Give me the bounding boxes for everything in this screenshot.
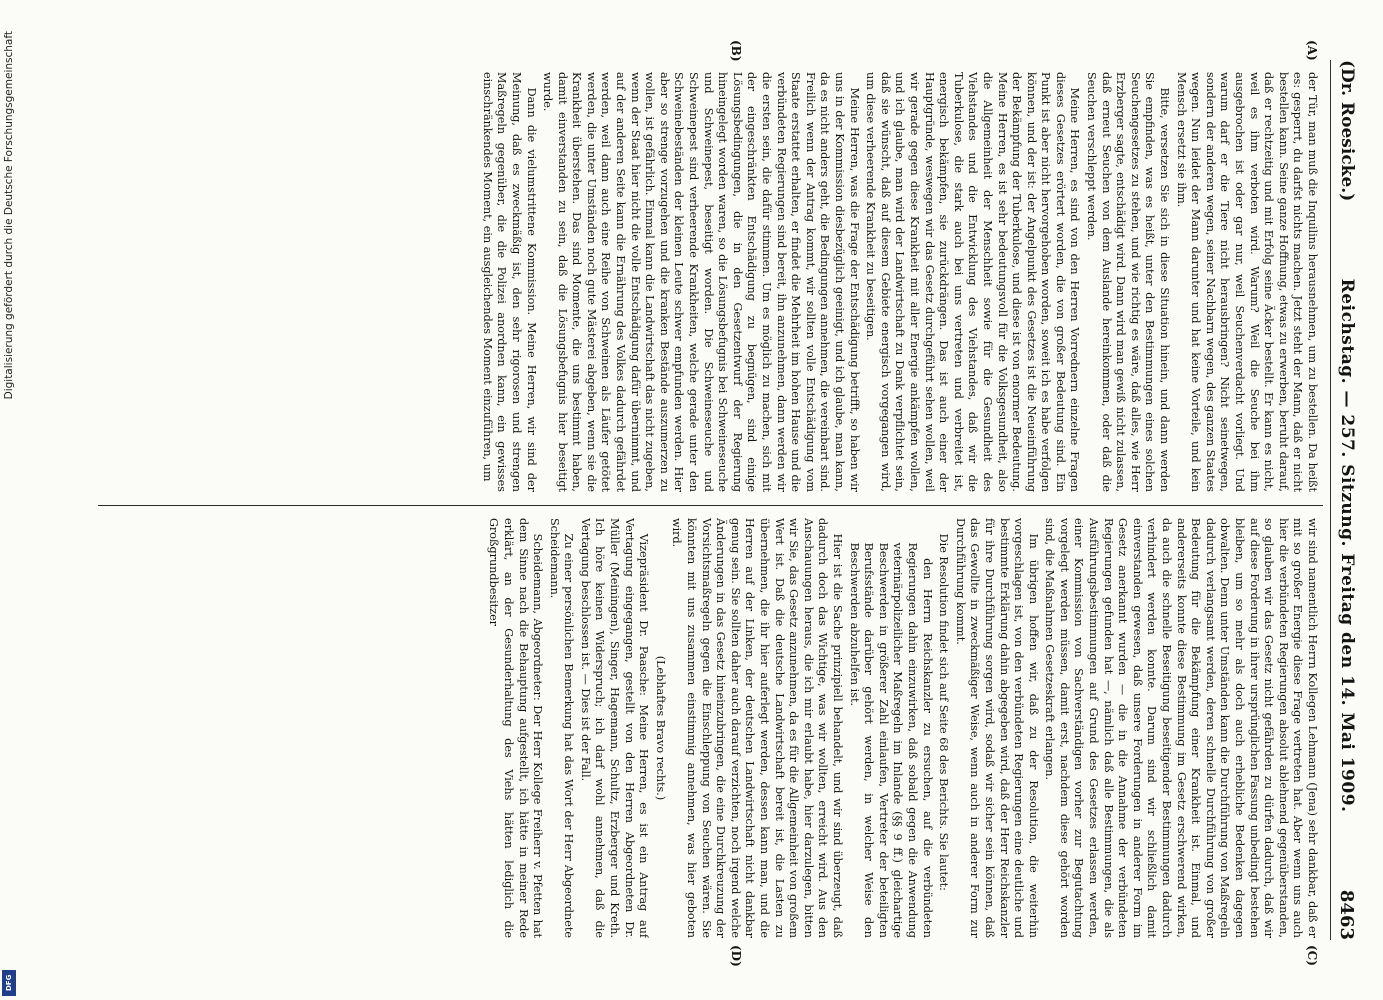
paragraph: Im übrigen hoffen wir, daß zu der Resolution, die weiterhin vorgeschlagen ist, von den verbündeten Regierungen eine deutliche und bestimmte Erklärung dahin abgegeben wird, daß der Herr Reichskanzler für ihre Durchführung sorgen wird, sodaß wir sicher sein können, daß das Gewollte in zweckmäßiger Weise, wenn auch in anderer Form zur Durchführung kommt. — [953, 518, 1040, 938]
right-text-column — [119, 518, 1319, 938]
margin-mark-d: (D) — [729, 945, 743, 967]
paragraph: Die Resolution findet sich auf Seite 68 des Berichts. Sie lautet: — [937, 533, 951, 891]
dfg-logo: DFG — [2, 970, 16, 996]
paragraph: Bitte, versetzen Sie sich in diese Situation hinein, und dann werden Sie empfinden, was es heißt, unter den Bestimmungen eines solchen Seuchengesetzes zu stehen, und wie richtig es wäre, daß alles, wie Herr Erzberger sagte, entschädigt wird. Dann wird man gewiß nicht zulassen, daß erneut Seuchen von dem Auslande hereinkommen, oder daß die Seuchen verschleppt werden. — [1085, 72, 1172, 492]
page-header — [1330, 60, 1363, 940]
paragraph: Zu einer persönlichen Bemerkung hat das Wort der Herr Abgeordnete Scheidemann. — [547, 518, 576, 938]
watermark-text: Digitalisierung gefördert durch die Deutsche Forschungsgemeinschaft — [3, 31, 15, 400]
paragraph: Vizepräsident Dr. Paasche: Meine Herren, es ist ein Antrag auf Vertagung eingegangen, gestellt von den Herren Abgeordneten Dr. Müller (Meiningen), Singer, Hagemann, Schultz, Erzberger und Kreth. Ich höre keinen Widerspruch; ich darf wohl annehmen, daß die Vertagung beschlossen ist. — Dies ist der Fall. — [578, 518, 651, 938]
margin-mark-a: (A) — [1305, 40, 1319, 61]
speaker-note: (Dr. Roesicke.) — [1337, 60, 1357, 202]
applause-note: (Lebhaftes Bravo rechts.) — [653, 655, 667, 801]
left-text-column — [119, 72, 1319, 492]
paragraph: Hier ist die Sache prinzipiell behandelt, und wir sind überzeugt, daß dadurch doch das Wichtige, was wir wollten, erreicht wird. Aus den Anschauungen heraus, die ich mir erlaubt habe, hier darzulegen, bitten wir Sie, das Gesetz anzunehmen, da es für die Allgemeinheit von großem Wert ist. Daß die deutsche Landwirtschaft bereit ist, die Lasten zu übernehmen, die ihr hier auferlegt werden, dessen kann man, und die Herren auf der Linken, der deutschen Landwirtschaft nicht dankbar genug sein. Sie sollten daher auch darauf verzichten, noch irgend welche Änderungen in das Gesetz hineinzubringen, die eine Durchkreuzung der Vorsichtsmaßregeln gegen die Einschleppung von Seuchen wären. Sie könnten mit uns zusammen einstimmig annehmen, was hier geboten wird. — [670, 518, 844, 938]
margin-mark-b: (B) — [729, 40, 743, 62]
paragraph: Scheidemann, Abgeordneter: Der Herr Kollege Freiherr v. Pfetten hat dem Sinne nach die Behauptung aufgestellt, ich hätte in meiner Rede erklärt, an der Gesunderhaltung des Viehs hätten lediglich die Großgrundbesitzer — [487, 518, 545, 938]
page-title: Reichstag. — 257. Sitzung. Freitag den 14. Mai 1909. — [1337, 278, 1357, 813]
paragraph: Dann die vielumstrittene Kommission. Meine Herren, wir sind der Meinung, daß es zweckmäßig ist, den sehr rigorosen und strengen Maßregeln gegenüber, die die Polizei anordnen kann, ein gewisses einschränkendes Moment, ein ausgleichendes Moment einzuführen, um — [480, 72, 538, 492]
resolution-quote: den Herrn Reichskanzler zu ersuchen, auf die verbündeten Regierungen dahin einzuwirken, daß sobald gegen die Anwendung veterinärpolizeilicher Maßregeln im Inlande (§§ 9 ff.) gleichartige Beschwerden in größerer Zahl einlaufen, Vertreter der beteiligten Berufsstände darüber gehört werden, in welcher Weise den Beschwerden abzuhelfen ist. — [847, 542, 934, 938]
paragraph: Meine Herren, es sind von den Herren Vorrednern einzelne Fragen dieses Gesetzes erörtert worden, die von großer Bedeutung sind. Ein Punkt ist aber nicht hervorgehoben worden, soweit ich es habe verfolgen können, und der ist: der Angelpunkt des Gesetzes ist die Neueinführung der Bekämpfung der Tuberkulose, und diese ist von enormer Bedeutung. Meine Herren, es ist sehr bedeutungsvoll für die Volksgesundheit, also die Allgemeinheit der Menschheit sowie für die Gesundheit des Viehstandes und die Entwicklung des Viehstandes, daß wir die Tuberkulose, die stark auch bei uns vertreten und verbreitet ist, energisch bekämpfen, sie zurückdrängen. Das ist auch einer der Hauptgründe, weswegen wir das Gesetz durchgeführt sehen wollen, weil wir gerade gegen diese Krankheit mit aller Energie ankämpfen wollen, und ich glaube, man wird der Landwirtschaft zu Dank verpflichtet sein, daß sie wünscht, daß auf diesem Gebiete energisch vorgegangen wird, um diese verheerende Krankheit zu beseitigen. — [864, 72, 1082, 492]
paragraph: Meine Herren, was die Frage der Entschädigung betrifft, so haben wir uns in der Kommission diesbezüglich geeinigt, und ich glaube, man kann, da es nicht anders geht, die Bedingungen annehmen, die vereinbart sind. Freilich wenn der Antrag kommt, wir sollten volle Entschädigung vom Staate erstattet erhalten, er findet die Mehrheit im hohen Hause und die verbündeten Regierungen sind bereit, ihn anzunehmen, dann werden wir die ersten sein, die dafür stimmen. Um es möglich zu machen, sich mit der eingeschränkten Entschädigung zu begnügen, sind einige Lösungsbedingungen, die in den Gesetzentwurf der Regierung hineingelegt worden waren, so die Lösungsbefugnis bei Schweineseuche und Schweinepest, beseitigt worden. Die Schweineseuche und Schweinepest sind verheerende Krankheiten, welche gerade unter den Schweinebeständen der kleinen Leute schwer empfunden werden. Hier aber so strenge vorzugehen und die kranken Bestände auszumerzen zu wollen, ist gefährlich. Einmal kann die Landwirtschaft das nicht zugeben, wenn der Staat hier nicht die volle Entschädigung dafür übernimmt, und auf der anderen Seite kann die Ernährung des Volkes dadurch gefährdet werden, weil dann auch eine Reihe von Schweinen als Läufer getötet werden, die unter Umständen noch gute Mästerei abgeben, wenn sie die Krankheit überstehen. Das sind Momente, die uns bestimmt haben, damit einverstanden zu sein, daß die Lösungsbefugnis hier beseitigt wurde. — [541, 72, 861, 492]
paragraph: wir sind namentlich Herrn Kollegen Lehmann (Jena) sehr dankbar, daß er mit so großer Energie diese Frage vertreten hat. Aber wenn uns auch hier die verbündeten Regierungen absolut ablehnend gegenüberstanden, so glauben wir das Gesetz nicht gefährden zu dürfen dadurch, daß wir auf diese Forderung in ihrer ursprünglichen Fassung unbedingt bestehen bleiben, um so mehr als doch auch erhebliche Bedenken dagegen obwalten. Denn unter Umständen kann die Durchführung von Maßregeln dadurch verlangsamt werden, deren schnelle Durchführung von großer Bedeutung für die Bekämpfung einer Krankheit ist. Einmal, und andererseits konnte diese Bestimmung im Gesetz erschwerend wirken, da auch die schnelle Beseitigung beseitigender Bestimmungen dadurch verhindert werden konnte. Darum sind wir schließlich damit einverstanden gewesen, daß unsere Forderungen in anderer Form im Gesetz anerkannt wurden — die in die Annahme der verbündeten Regierungen gefunden hat —, nämlich daß alle Bestimmungen, die als Ausführungsbestimmungen auf Grund des Gesetzes erlassen werden, einer Kommission von Sachverständigen vorher zur Begutachtung vorgelegt werden müssen, damit erst, nachdem diese gehört worden sind, die Maßnahmen Gesetzeskraft erlangen. — [1043, 518, 1319, 938]
page-number: 8463 — [1336, 889, 1358, 940]
digitization-watermark — [0, 0, 18, 1000]
column-divider — [98, 505, 1323, 506]
paragraph: der Tür, man muß die Inquilins herausnehmen, um zu bestellen. Da heißt es: gesperrt, du darfst nichts machen. Jetzt steht der Mann, daß er nicht bestellen kann. Seine ganze Hoffnung, etwas zu erwerben, beruht darauf, daß er rechtzeitig und mit Erfolg seine Äcker bestellt. Er kann es nicht, weil es ihm verboten wird. Warum? Weil die Seuche bei ihm ausgebrochen ist oder gar nur, weil Seuchenverdacht vorliegt. Und warum darf er die Tiere nicht herausbringen? Nicht seinetwegen, sondern der anderen wegen, seiner Nachbarn wegen, des ganzen Staates wegen. Nun leidet der Mann darunter und hat keine Vorteile, und kein Mensch ersetzt sie ihm. — [1174, 72, 1319, 492]
margin-mark-c: (C) — [1305, 945, 1319, 966]
